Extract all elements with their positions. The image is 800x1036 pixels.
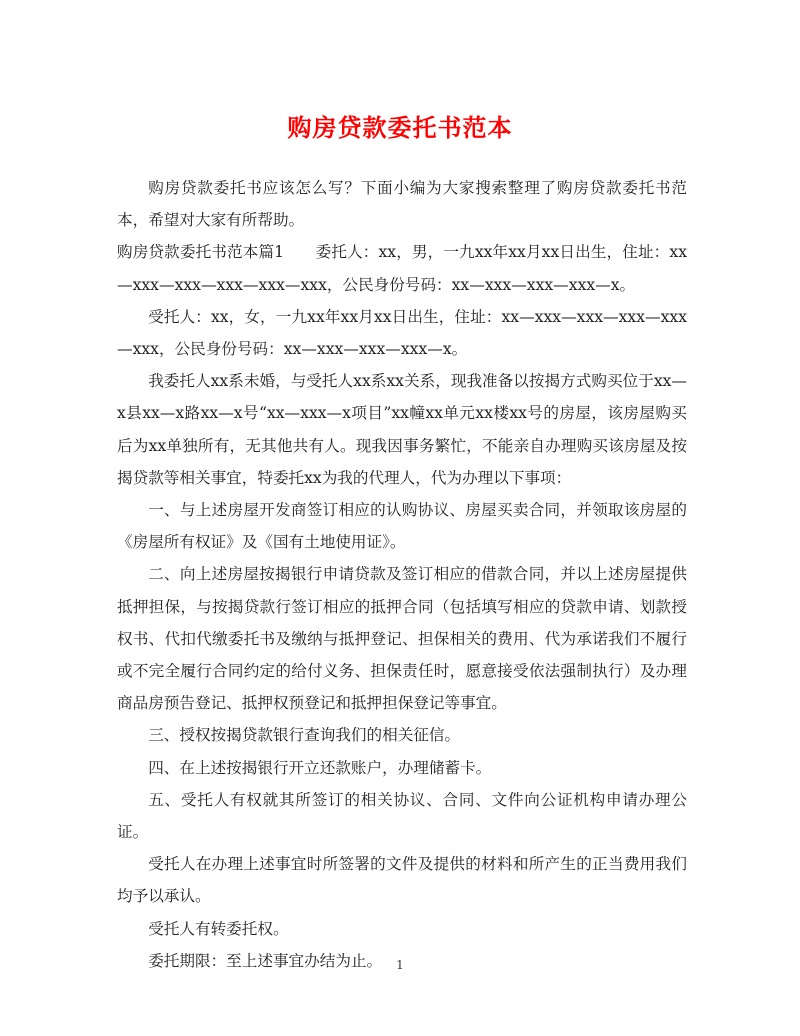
paragraph-item-2: 二、向上述房屋按揭银行申请贷款及签订相应的借款合同，并以上述房屋提供抵押担保，与按揭贷款行签订相应的抵押合同（包括填写相应的贷款申请、划款授权书、代扣代缴委托书及缴纳与抵押登记、担保相关的费用、代为承诺我们不履行或不完全履行合同约定的给付义务、担保责任时，愿意接受依法强制执行）及办理商品房预告登记、抵押权预登记和抵押担保登记等事宜。	[117, 565, 687, 713]
paragraph-item-1: 一、与上述房屋开发商签订相应的认购协议、房屋买卖合同，并领取该房屋的《房屋所有权证》及《国有土地使用证》。	[117, 501, 687, 552]
paragraph-agent: 受托人：xx，女，一九xx年xx月xx日出生，住址：xx—xxx—xxx—xxx—xxx—xxx，公民身份号码：xx—xxx—xxx—xxx—x。	[117, 307, 687, 359]
paragraph-term: 委托期限：至上述事宜办结为止。	[148, 951, 383, 970]
paragraph-intro: 购房贷款委托书应该怎么写？下面小编为大家搜索整理了购房贷款委托书范本，希望对大家有所帮助。	[117, 179, 687, 230]
paragraph-item-5: 五、受托人有权就其所签订的相关协议、合同、文件向公证机构申请办理公证。	[117, 790, 687, 842]
paragraph-item-3: 三、授权按揭贷款银行查询我们的相关征信。	[148, 726, 461, 745]
paragraph-principal: 购房贷款委托书范本篇1 委托人：xx，男，一九xx年xx月xx日出生，住址：xx—xxx—xxx—xxx—xxx—xxx，公民身份号码：xx—xxx—xxx—xxx—x。	[117, 243, 687, 294]
document-title: 购房贷款委托书范本	[287, 113, 513, 142]
page-number: 1	[396, 958, 404, 972]
paragraph-acknowledgement: 受托人在办理上述事宜时所签署的文件及提供的材料和所产生的正当费用我们均予以承认。	[117, 855, 687, 906]
paragraph-subdelegation: 受托人有转委托权。	[148, 919, 289, 938]
paragraph-authorization: 我委托人xx系未婚，与受托人xx系xx关系，现我准备以按揭方式购买位于xx—x县xx—x路xx—x号“xx—xxx—x项目”xx幢xx单元xx楼xx号的房屋，该房屋购买后为xx单独所有，无其他共有人。现我因事务繁忙，不能亲自办理购买该房屋及按揭贷款等相关事宜，特委托xx为我的代理人，代为办理以下事项：	[117, 372, 687, 487]
paragraph-item-4: 四、在上述按揭银行开立还款账户，办理储蓄卡。	[148, 758, 492, 777]
document-body	[117, 172, 687, 977]
